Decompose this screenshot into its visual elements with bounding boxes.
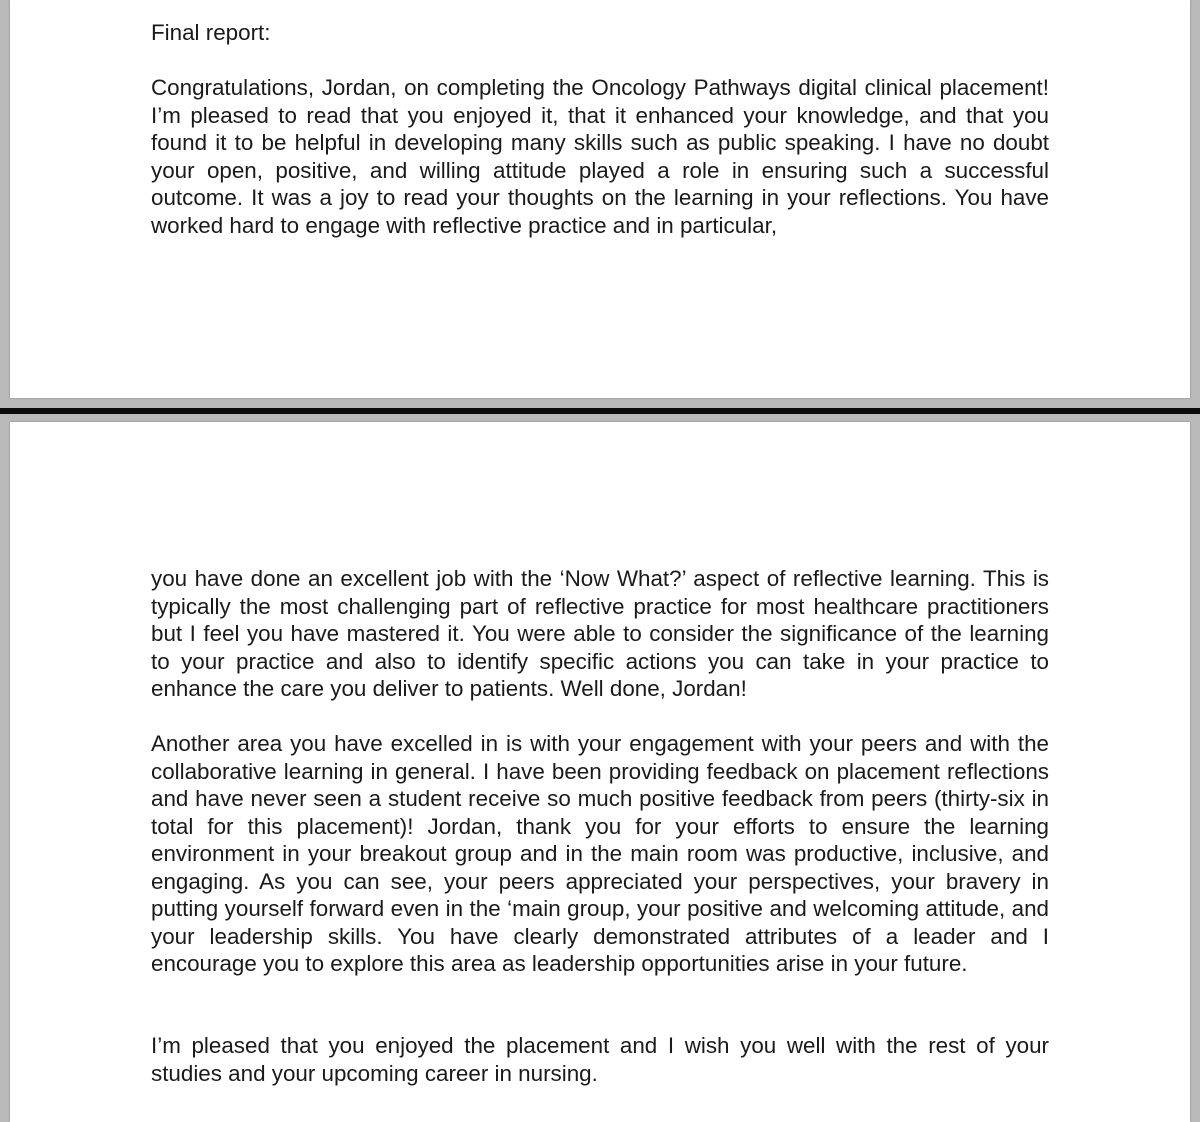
paragraph-peer-engagement: Another area you have excelled in is with your engagement with your peers and with the collaborative learning in general. I have been providing feedback on placement reflections and have never seen a student receive so much positive feedback from peers (thirty-six in total for this placement)! Jordan, thank you for your efforts to ensure the learning environment in your breakout group and in the main room was productive, inclusive, and engaging. As you can see, your peers appreciated your perspectives, your bravery in putting yourself forward even in the ‘main group, your positive and welcoming attitude, and your leadership skills. You have clearly demonstrated attributes of a leader and I encourage you to explore this area as leadership opportunities arise in your future. — [151, 731, 1049, 976]
paragraph-congratulations: Congratulations, Jordan, on completing the Oncology Pathways digital clinical placement! I’m pleased to read that you enjoyed it, that it enhanced your knowledge, and that you found it to be helpful in developing many skills such as public speaking. I have no doubt your open, positive, and willing attitude played a role in ensuring such a successful outcome. It was a joy to read your thoughts on the learning in your reflections. You have worked hard to engage with reflective practice and in particular, — [151, 75, 1049, 238]
document-page-1 — [10, 0, 1190, 398]
report-heading: Final report: — [151, 20, 271, 45]
page-break-divider — [0, 408, 1200, 414]
paragraph-now-what: you have done an excellent job with the ‘Now What?’ aspect of reflective learning. This is typically the most challenging part of reflective practice for most healthcare practitioners but I feel you have mastered it. You were able to consider the significance of the learning to your practice and also to identify specific actions you can take in your practice to enhance the care you deliver to patients. Well done, Jordan! — [151, 566, 1049, 701]
paragraph-closing: I’m pleased that you enjoyed the placement and I wish you well with the rest of your studies and your upcoming career in nursing. — [151, 1033, 1049, 1086]
document-page-2 — [10, 422, 1190, 1122]
